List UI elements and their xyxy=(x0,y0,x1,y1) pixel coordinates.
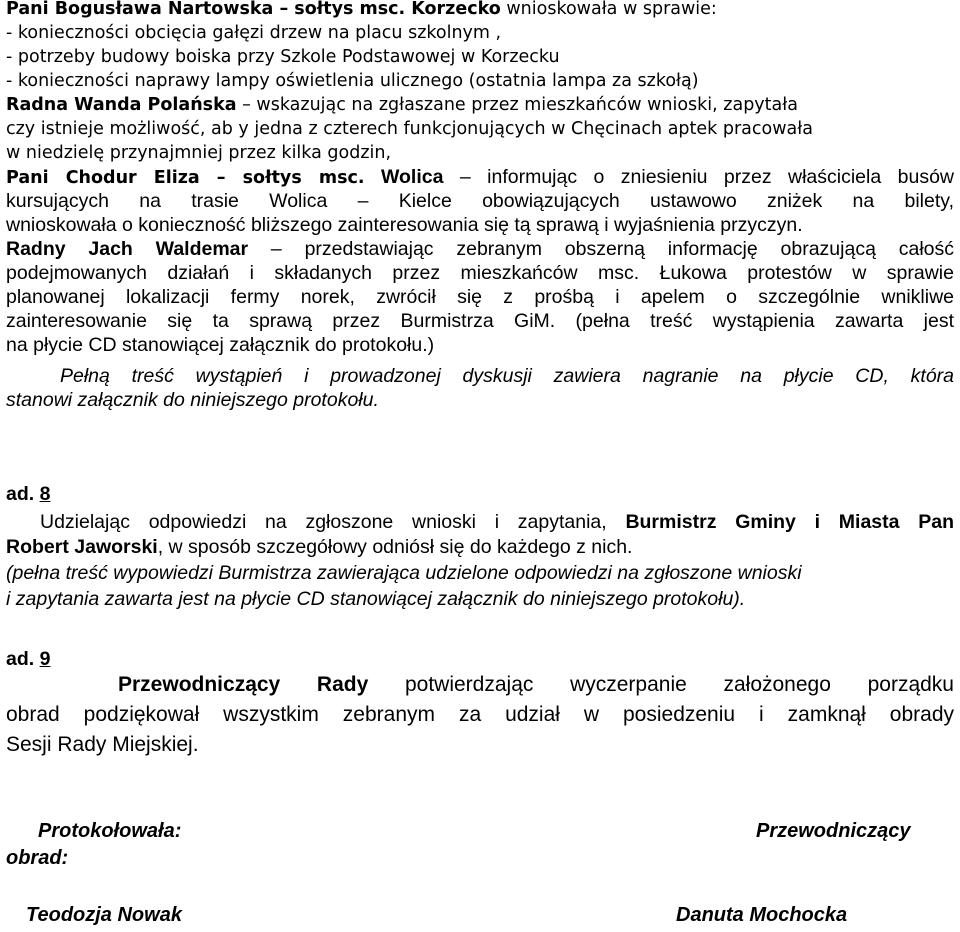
signature-title-right: Przewodniczący xyxy=(756,820,911,842)
text: – wskazując na zgłaszane przez mieszkańców wnioski, zapytała xyxy=(236,95,798,115)
heading-prefix: ad. xyxy=(6,483,40,505)
text-line xyxy=(118,673,954,697)
heading-prefix: ad. xyxy=(6,648,40,670)
bold-text: Pani Chodur Eliza – sołtys msc. xyxy=(6,168,365,188)
bold-text: Burmistrz Gminy i Miasta Pan xyxy=(625,511,954,533)
text: potwierdzając wyczerpanie założonego porządku xyxy=(368,673,954,696)
signature-name-left: Teodozja Nowak xyxy=(26,904,182,926)
text-line: Pełną treść wystąpień i prowadzonej dyskusji zawiera nagranie na płycie CD, która xyxy=(60,365,954,387)
text-line: podejmowanych działań i składanych przez mieszkańców msc. Łukowa protestów w sprawie xyxy=(6,262,954,284)
bold-text: Robert Jaworski xyxy=(6,536,158,558)
text-line: na płycie CD stanowiącej załącznik do protokołu.) xyxy=(6,334,435,356)
text-line: - konieczności obcięcia gałęzi drzew na placu szkolnym , xyxy=(6,23,502,43)
text-line: czy istnieje możliwość, ab y jedna z czterech funkcjonujących w Chęcinach aptek pracowała xyxy=(6,119,813,139)
bold-text: Radna Wanda Polańska xyxy=(6,95,237,115)
heading-number: 8 xyxy=(39,483,51,505)
text-line: - konieczności naprawy lampy oświetlenia ulicznego (ostatnia lampa za szkołą) xyxy=(6,71,699,91)
text-line xyxy=(6,93,798,117)
text-line: w niedzielę przynajmniej przez kilka godzin, xyxy=(6,143,392,163)
text: – informując o zniesieniu przez właściciela busów xyxy=(443,166,954,188)
text-line: - potrzeby budowy boiska przy Szkole Podstawowej w Korzecku xyxy=(6,47,560,67)
text: Udzielając odpowiedzi na zgłoszone wnioski i zapytania, xyxy=(40,511,626,533)
text-line: (pełna treść wypowiedzi Burmistrza zawierająca udzielone odpowiedzi na zgłoszone wnioski xyxy=(6,562,802,584)
text-line xyxy=(6,535,632,559)
text-line: obrad podziękował wszystkim zebranym za udział w posiedzeniu i zamknął obrady xyxy=(6,703,954,726)
bold-text: Przewodniczący Rady xyxy=(118,673,369,696)
heading-number: 9 xyxy=(39,648,51,670)
text-line: planowanej lokalizacji fermy norek, zwrócił się z prośbą i apelem o szczególnie wnikliwe xyxy=(6,286,954,308)
text-line: zainteresowanie się ta sprawą przez Burmistrza GiM. (pełna treść wystąpienia zawarta jest xyxy=(6,310,954,332)
bold-text: Pani Bogusława Nartowska – sołtys msc. Korzecko xyxy=(6,0,501,19)
text: – przedstawiając zebranym obszerną informację obrazującą całość xyxy=(248,238,954,260)
bold-text: Radny Jach Waldemar xyxy=(6,238,249,260)
text-line xyxy=(6,0,717,21)
text: , w sposób szczegółowy odniósł się do każdego z nich. xyxy=(157,536,633,558)
text-line xyxy=(6,165,954,190)
signature-title-left: Protokołowała: xyxy=(38,820,182,842)
signature-name-right: Danuta Mochocka xyxy=(676,904,848,926)
text-line: kursujących na trasie Wolica – Kielce obowiązujących ustawowo zniżek na bilety, xyxy=(6,190,954,212)
text-line xyxy=(6,237,954,261)
text-line: i zapytania zawarta jest na płycie CD stanowiącej załącznik do niniejszego protokołu). xyxy=(6,588,746,610)
text-line: Sesji Rady Miejskiej. xyxy=(6,733,199,756)
signature-title-left-2: obrad: xyxy=(6,847,69,869)
bold-text: Wolica xyxy=(380,166,444,188)
section-heading xyxy=(6,647,50,671)
text: wnioskowała w sprawie: xyxy=(500,0,717,19)
text-line: wnioskowała o konieczność bliższego zainteresowania się tą sprawą i wyjaśnienia przyczyn. xyxy=(6,214,803,236)
text-line xyxy=(40,510,954,534)
text-line: stanowi załącznik do niniejszego protokołu. xyxy=(6,389,379,411)
section-heading xyxy=(6,482,50,506)
